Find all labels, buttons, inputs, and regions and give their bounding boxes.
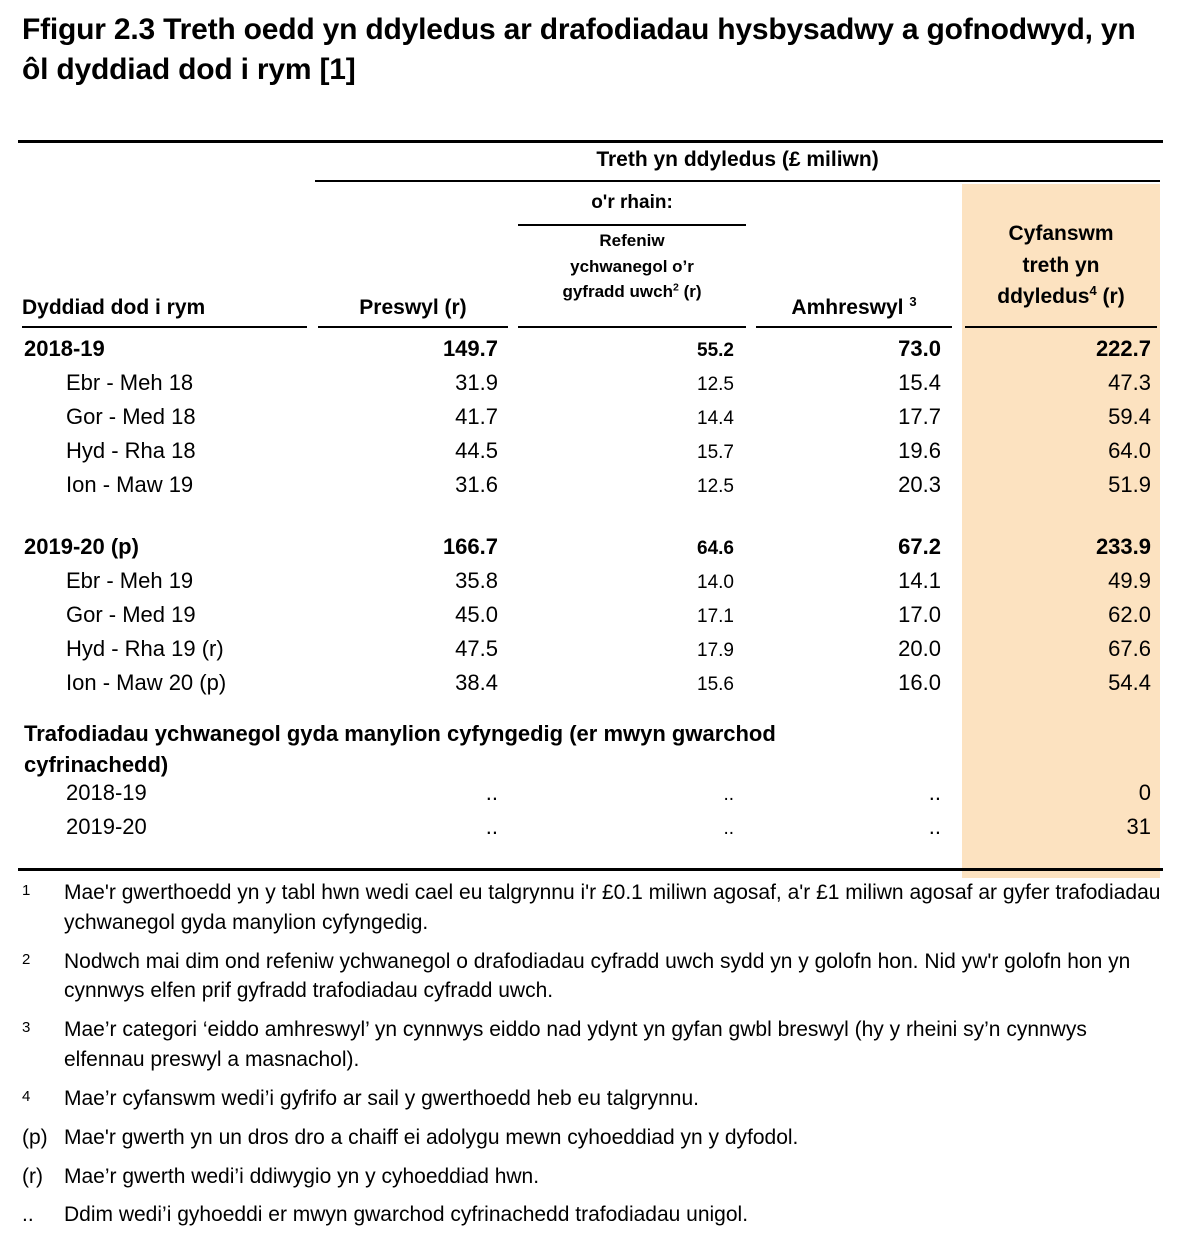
column-header-nonresidential [756,292,952,324]
cell-nonresidential: 20.3 [898,472,941,497]
cell-nonresidential: 16.0 [898,670,941,695]
row-label: 2018-19 [24,336,105,361]
row-label: 2019-20 (p) [24,534,139,559]
cell-residential: 41.7 [455,404,498,429]
total-line-2: treth yn [1022,253,1100,277]
spanner-rule [315,180,1160,182]
table-top-rule [18,140,1163,143]
row-label: 2019-20 [66,814,147,840]
higher-rate-revision-flag: (r) [678,282,702,301]
table-row [18,472,1163,506]
footnote-marker: 1 [22,882,31,899]
cell-residential: 38.4 [455,670,498,695]
cell-total: 51.9 [1108,472,1151,497]
cell-higher-rate: 55.2 [697,340,734,361]
cell-residential: 149.7 [442,336,498,361]
row-label: Ion - Maw 20 (p) [66,670,227,695]
table-row [18,780,1163,814]
table-row [18,438,1163,472]
table-row [18,404,1163,438]
cell-residential: 47.5 [455,636,498,661]
nonresidential-label: Amhreswyl [791,296,904,319]
cell-total: 49.9 [1108,568,1151,593]
section-heading: Trafodiadau ychwanegol gyda manylion cyfyngedig (er mwyn gwarchod cyfrinachedd) [24,721,776,778]
cell-nonresidential: .. [928,780,941,806]
cell-residential: 31.9 [455,370,498,395]
cell-total: 54.4 [1108,670,1151,695]
row-label: Gor - Med 19 [66,602,196,627]
column-header-total [965,218,1157,313]
column-rule-nonresidential [756,326,952,328]
cell-nonresidential: 67.2 [898,534,941,559]
footnote-text: Ddim wedi’i gyhoeddi er mwyn gwarchod cyfrinachedd trafodiadau unigol. [64,1203,749,1227]
footnote-text: Mae'r gwerth yn un dros dro a chaiff ei adolygu mewn cyhoeddiad yn y dyfodol. [64,1125,799,1149]
footnote [18,947,1168,1007]
total-footnote-ref: 4 [1089,283,1097,298]
table-bottom-rule [18,868,1163,871]
cell-residential: 166.7 [442,534,498,559]
cell-total: 59.4 [1108,404,1151,429]
row-label: Ion - Maw 19 [66,472,194,497]
footnote [18,1084,1168,1114]
table-row [18,814,1163,848]
higher-rate-line-1: Refeniw [599,231,665,250]
footnote-marker: (p) [22,1125,48,1149]
footnote [18,1123,1168,1153]
footnote [18,878,1168,938]
column-header-higher-rate [518,228,746,305]
cell-higher-rate: 64.6 [697,538,734,559]
column-rule-date [22,326,307,328]
footnote [18,1200,1168,1230]
footnote-marker: .. [22,1203,34,1227]
cell-residential: .. [485,814,498,840]
cell-higher-rate: .. [723,784,734,806]
cell-higher-rate: 15.7 [697,442,734,463]
table-row [18,336,1163,370]
cell-residential: 45.0 [455,602,498,627]
row-label: Gor - Med 18 [66,404,196,429]
row-label: Hyd - Rha 18 [66,438,196,463]
column-rule-total [965,326,1157,328]
footnote-text: Nodwch mai dim ond refeniw ychwanegol o drafodiadau cyfradd uwch sydd yn y golofn hon. Nid yw'r golofn hon yn cynnwys elfen prif gyfradd trafodiadau cyfradd uwch. [64,949,1131,1003]
cell-higher-rate: 14.4 [697,408,734,429]
cell-total: 31 [1126,814,1151,840]
footnote-marker: 3 [22,1019,31,1037]
cell-higher-rate: 12.5 [697,374,734,395]
column-rule-higher-rate [518,326,746,328]
total-line-3: ddyledus [997,285,1090,308]
footnote-text: Mae’r cyfanswm wedi’i gyfrifo ar sail y gwerthoedd heb eu talgrynnu. [64,1086,699,1110]
column-header-date: Dyddiad dod i rym [22,296,206,319]
cell-residential: 44.5 [455,438,498,463]
cell-higher-rate: .. [723,818,734,840]
higher-rate-line-3: gyfradd uwch [562,282,673,301]
footnote-marker: (r) [22,1164,43,1188]
cell-nonresidential: 15.4 [898,370,941,395]
cell-nonresidential: 19.6 [898,438,941,463]
cell-higher-rate: 15.6 [697,674,734,695]
cell-nonresidential: 17.7 [898,404,941,429]
footnote [18,1015,1168,1075]
table-row [18,602,1163,636]
cell-nonresidential: 17.0 [898,602,941,627]
cell-total: 67.6 [1108,636,1151,661]
total-revision-flag: (r) [1096,285,1125,308]
cell-nonresidential: .. [928,814,941,840]
higher-rate-line-2: ychwanegol o’r [570,256,694,276]
total-line-1: Cyfanswm [1008,222,1114,245]
cell-higher-rate: 17.1 [697,606,734,627]
cell-higher-rate: 14.0 [697,572,734,593]
row-label: Ebr - Meh 18 [66,370,194,395]
cell-total: 222.7 [1095,336,1151,361]
cell-higher-rate: 17.9 [697,640,734,661]
table-body [18,336,1163,848]
table-row [18,636,1163,670]
cell-residential: .. [485,780,498,806]
footnote-text: Mae’r gwerth wedi’i ddiwygio yn y cyhoeddiad hwn. [64,1164,540,1188]
cell-total: 62.0 [1108,602,1151,627]
cell-residential: 31.6 [455,472,498,497]
footnote [18,1162,1168,1192]
cell-total: 64.0 [1108,438,1151,463]
cell-higher-rate: 12.5 [697,476,734,497]
footnotes [18,878,1168,1239]
footnote-text: Mae'r gwerthoedd yn y tabl hwn wedi cael eu talgrynnu i'r £0.1 miliwn agosaf, a'r £1 miliwn agosaf ar gyfer trafodiadau ychwanegol gyda manylion cyfyngedig. [64,881,1161,934]
footnote-text: Mae’r categori ‘eiddo amhreswyl’ yn cynnwys eiddo nad ydynt yn gyfan gwbl breswyl (hy y rheini sy’n cynnwys elfennau preswyl a masnachol). [64,1018,1087,1072]
cell-total: 233.9 [1095,534,1151,559]
table-row [18,534,1163,568]
column-header-residential: Preswyl (r) [359,296,467,319]
row-label: Ebr - Meh 19 [66,568,194,593]
subspanner-rule [518,224,746,226]
row-spacer [18,506,1163,534]
spanner-header: Treth yn ddyledus (£ miliwn) [596,148,879,171]
footnote-marker: 2 [22,950,31,968]
cell-residential: 35.8 [455,568,498,593]
table-row [18,670,1163,704]
higher-rate-footnote-ref: 2 [672,281,679,294]
table-row [18,568,1163,602]
row-label: 2018-19 [66,780,147,806]
page-title: Ffigur 2.3 Treth oedd yn ddyledus ar drafodiadau hysbysadwy a gofnodwyd, yn ôl dyddiad dod i rym [1] [22,13,1136,86]
subspanner-header: o'r rhain: [591,192,673,213]
cell-total: 47.3 [1108,370,1151,395]
column-rule-residential [318,326,508,328]
cell-total: 0 [1138,780,1151,806]
nonresidential-footnote-ref: 3 [909,294,917,309]
cell-nonresidential: 14.1 [898,568,941,593]
row-label: Hyd - Rha 19 (r) [66,636,224,661]
table-row [18,370,1163,404]
footnote-marker: 4 [22,1087,31,1105]
cell-nonresidential: 20.0 [898,636,941,661]
cell-nonresidential: 73.0 [898,336,941,361]
